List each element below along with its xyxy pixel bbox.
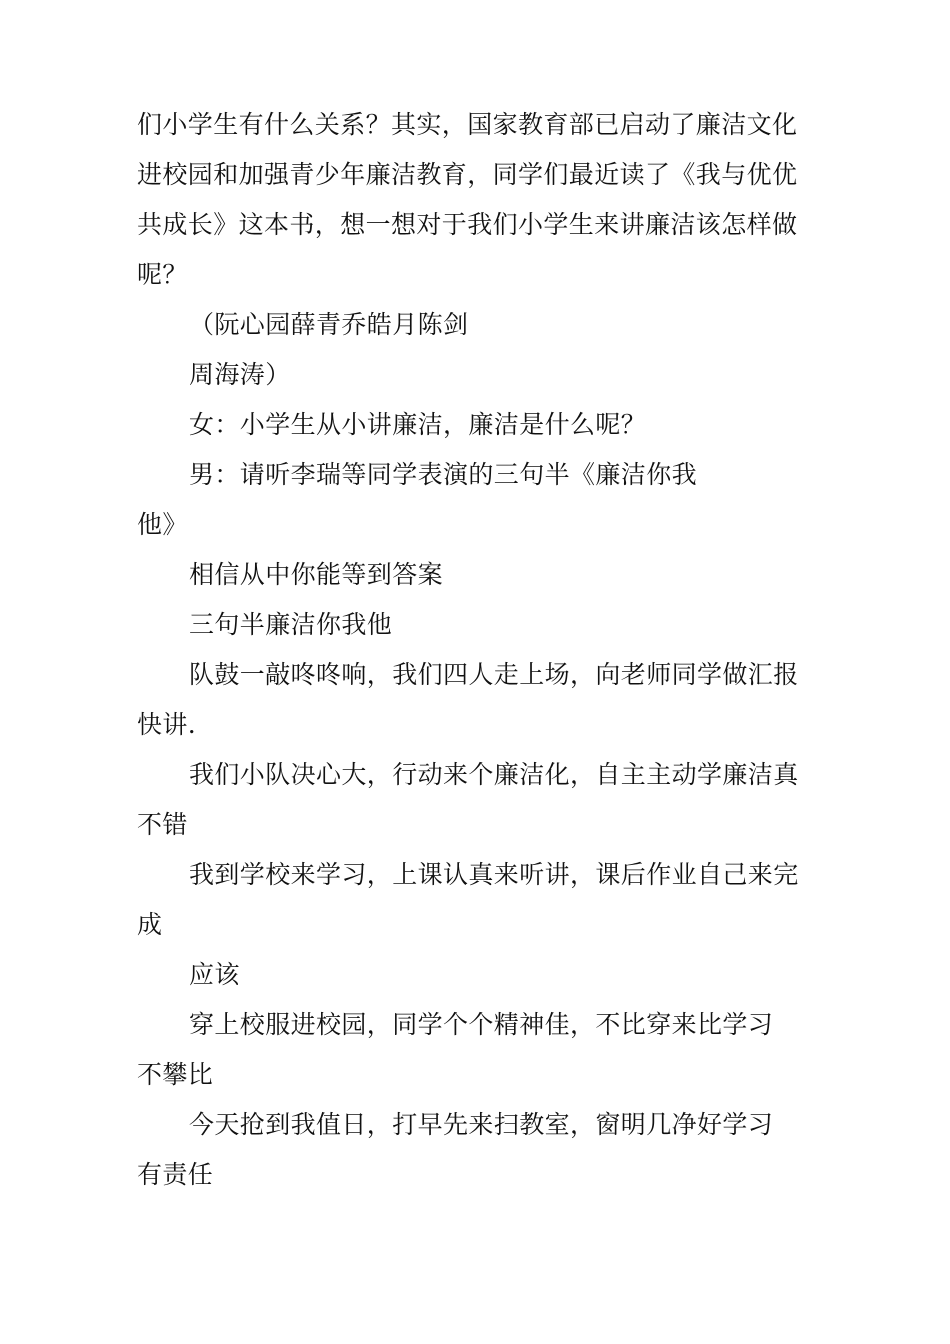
text-line: 有责任 xyxy=(137,1160,214,1189)
document-body xyxy=(137,100,817,1200)
text-line: 穿上校服进校园，同学个个精神佳，不比穿来比学习 xyxy=(189,1010,774,1039)
text-line: 女：小学生从小讲廉洁，廉洁是什么呢？ xyxy=(189,410,647,439)
text-line: 快讲. xyxy=(137,710,197,739)
text-line: （阮心园薛青乔皓月陈剑 xyxy=(189,310,469,339)
text-line: 我到学校来学习，上课认真来听讲，课后作业自己来完 xyxy=(189,860,799,889)
text-line: 相信从中你能等到答案 xyxy=(189,560,444,589)
text-line: 今天抢到我值日，打早先来扫教室，窗明几净好学习 xyxy=(189,1110,774,1139)
text-line: 应该 xyxy=(189,960,240,989)
text-line: 我们小队决心大，行动来个廉洁化，自主主动学廉洁真 xyxy=(189,760,799,789)
text-line: 们小学生有什么关系？其实，国家教育部已启动了廉洁文化 xyxy=(137,110,798,139)
text-line: 成 xyxy=(137,910,163,939)
text-line: 男：请听李瑞等同学表演的三句半《廉洁你我 xyxy=(189,460,698,489)
text-line: 三句半廉洁你我他 xyxy=(189,610,393,639)
text-line: 共成长》这本书，想一想对于我们小学生来讲廉洁该怎样做 xyxy=(137,210,798,239)
text-line: 不攀比 xyxy=(137,1060,214,1089)
text-line: 不错 xyxy=(137,810,188,839)
text-line: 周海涛） xyxy=(189,360,291,389)
text-line: 他》 xyxy=(137,510,188,539)
text-line: 队鼓一敲咚咚响，我们四人走上场，向老师同学做汇报 xyxy=(189,660,799,689)
text-line: 呢？ xyxy=(137,260,188,289)
text-line: 进校园和加强青少年廉洁教育，同学们最近读了《我与优优 xyxy=(137,160,798,189)
